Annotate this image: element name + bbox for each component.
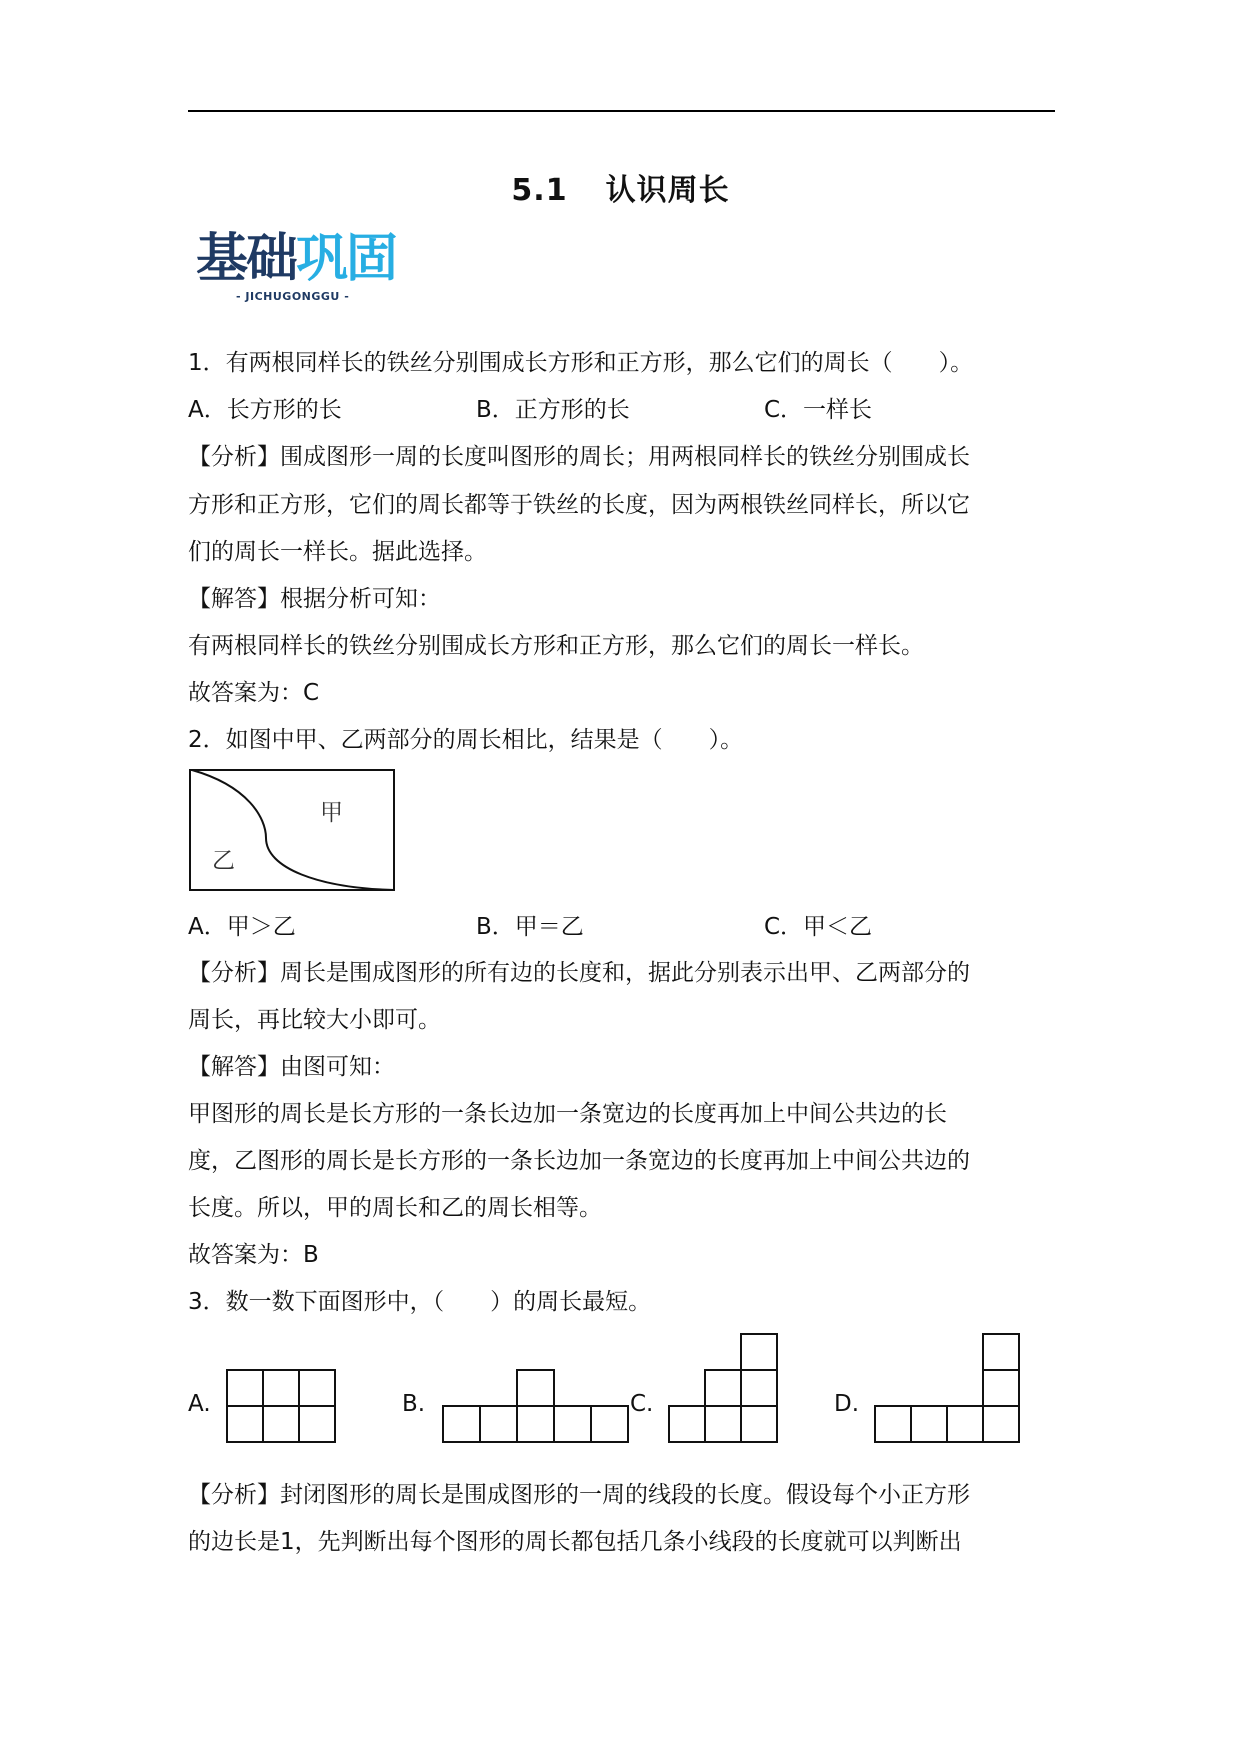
- grid-cell: [983, 1370, 1019, 1406]
- grid-cell: [591, 1406, 628, 1442]
- grid-cell: [263, 1370, 299, 1406]
- title-number: 5.1: [511, 173, 568, 208]
- q1-answer-body: 有两根同样长的铁丝分别围成长方形和正方形，那么它们的周长一样长。: [188, 633, 924, 659]
- q2-answer-body-line: 长度。所以，甲的周长和乙的周长相等。: [188, 1195, 602, 1221]
- grid-cell: [947, 1406, 983, 1442]
- grid-cell: [741, 1406, 777, 1442]
- q2-answer-body-line: 甲图形的周长是长方形的一条长边加一条宽边的长度再加上中间公共边的长: [188, 1101, 947, 1127]
- grid-cell: [480, 1406, 517, 1442]
- title-text: 认识周长: [605, 173, 730, 208]
- q1-option-a: A．长方形的长: [188, 397, 342, 423]
- grid-cell: [299, 1406, 335, 1442]
- grid-cell: [983, 1334, 1019, 1370]
- q1-analysis-line: 【分析】围成图形一周的长度叫图形的周长；用两根同样长的铁丝分别围成长: [188, 444, 970, 470]
- grid-cell: [669, 1406, 705, 1442]
- q2-final-answer: 故答案为：B: [188, 1242, 319, 1268]
- q2-answer-body-line: 度，乙图形的周长是长方形的一条长边加一条宽边的长度再加上中间公共边的: [188, 1148, 970, 1174]
- grid-cell: [983, 1406, 1019, 1442]
- q3-figure-d: [872, 1333, 1022, 1443]
- grid-cell: [554, 1406, 591, 1442]
- q1-stem: 1．有两根同样长的铁丝分别围成长方形和正方形，那么它们的周长（ ）。: [188, 350, 974, 376]
- q3-figure-a: [226, 1369, 338, 1443]
- q1-analysis-line: 们的周长一样长。据此选择。: [188, 539, 487, 565]
- grid-cell: [443, 1406, 480, 1442]
- grid-cell: [517, 1406, 554, 1442]
- grid-cell: [875, 1406, 911, 1442]
- q3-stem: 3．数一数下面图形中，（ ）的周长最短。: [188, 1289, 652, 1315]
- grid-cell: [741, 1370, 777, 1406]
- q2-label-jia: 甲: [320, 800, 343, 826]
- grid-cell: [227, 1406, 263, 1442]
- q3-option-d-label: D.: [834, 1391, 860, 1417]
- grid-cell: [263, 1406, 299, 1442]
- badge-title: [196, 230, 396, 288]
- q2-option-b: B．甲＝乙: [476, 914, 584, 940]
- q1-option-b: B．正方形的长: [476, 397, 630, 423]
- grid-cell: [227, 1370, 263, 1406]
- grid-cell: [517, 1370, 554, 1406]
- header-rule: [188, 110, 1055, 112]
- q2-analysis-line: 【分析】周长是围成图形的所有边的长度和，据此分别表示出甲、乙两部分的: [188, 960, 970, 986]
- q2-label-yi: 乙: [212, 848, 235, 874]
- q2-option-c: C．甲＜乙: [764, 914, 873, 940]
- q3-option-b-label: B.: [402, 1391, 426, 1417]
- section-badge: [196, 230, 416, 306]
- grid-cell: [741, 1334, 777, 1370]
- q1-final-answer: 故答案为：C: [188, 680, 320, 706]
- q2-option-a: A．甲＞乙: [188, 914, 296, 940]
- q2-stem: 2．如图中甲、乙两部分的周长相比，结果是（ ）。: [188, 727, 744, 753]
- q3-analysis-line: 的边长是1，先判断出每个图形的周长都包括几条小线段的长度就可以判断出: [188, 1529, 962, 1555]
- q2-answer-head: 【解答】由图可知：: [188, 1054, 395, 1080]
- q2-analysis-line: 周长，再比较大小即可。: [188, 1007, 441, 1033]
- grid-cell: [705, 1370, 741, 1406]
- q3-option-a-label: A.: [188, 1391, 211, 1417]
- grid-cell: [299, 1370, 335, 1406]
- q3-figure-b: [442, 1369, 630, 1443]
- page-title: [0, 165, 1241, 209]
- grid-cell: [911, 1406, 947, 1442]
- q2-figure: [188, 768, 398, 894]
- q1-answer-head: 【解答】根据分析可知：: [188, 586, 441, 612]
- grid-cell: [705, 1406, 741, 1442]
- badge-title-part2: 巩固: [296, 229, 397, 289]
- q1-option-c: C．一样长: [764, 397, 873, 423]
- q1-analysis-line: 方形和正方形，它们的周长都等于铁丝的长度，因为两根铁丝同样长，所以它: [188, 492, 970, 518]
- q3-option-c-label: C.: [630, 1391, 654, 1417]
- q3-analysis-line: 【分析】封闭图形的周长是围成图形的一周的线段的长度。假设每个小正方形: [188, 1482, 970, 1508]
- badge-title-part1: 基础: [196, 229, 297, 289]
- badge-subtitle: - JICHUGONGGU -: [236, 290, 350, 303]
- q3-figure-c: [668, 1333, 780, 1443]
